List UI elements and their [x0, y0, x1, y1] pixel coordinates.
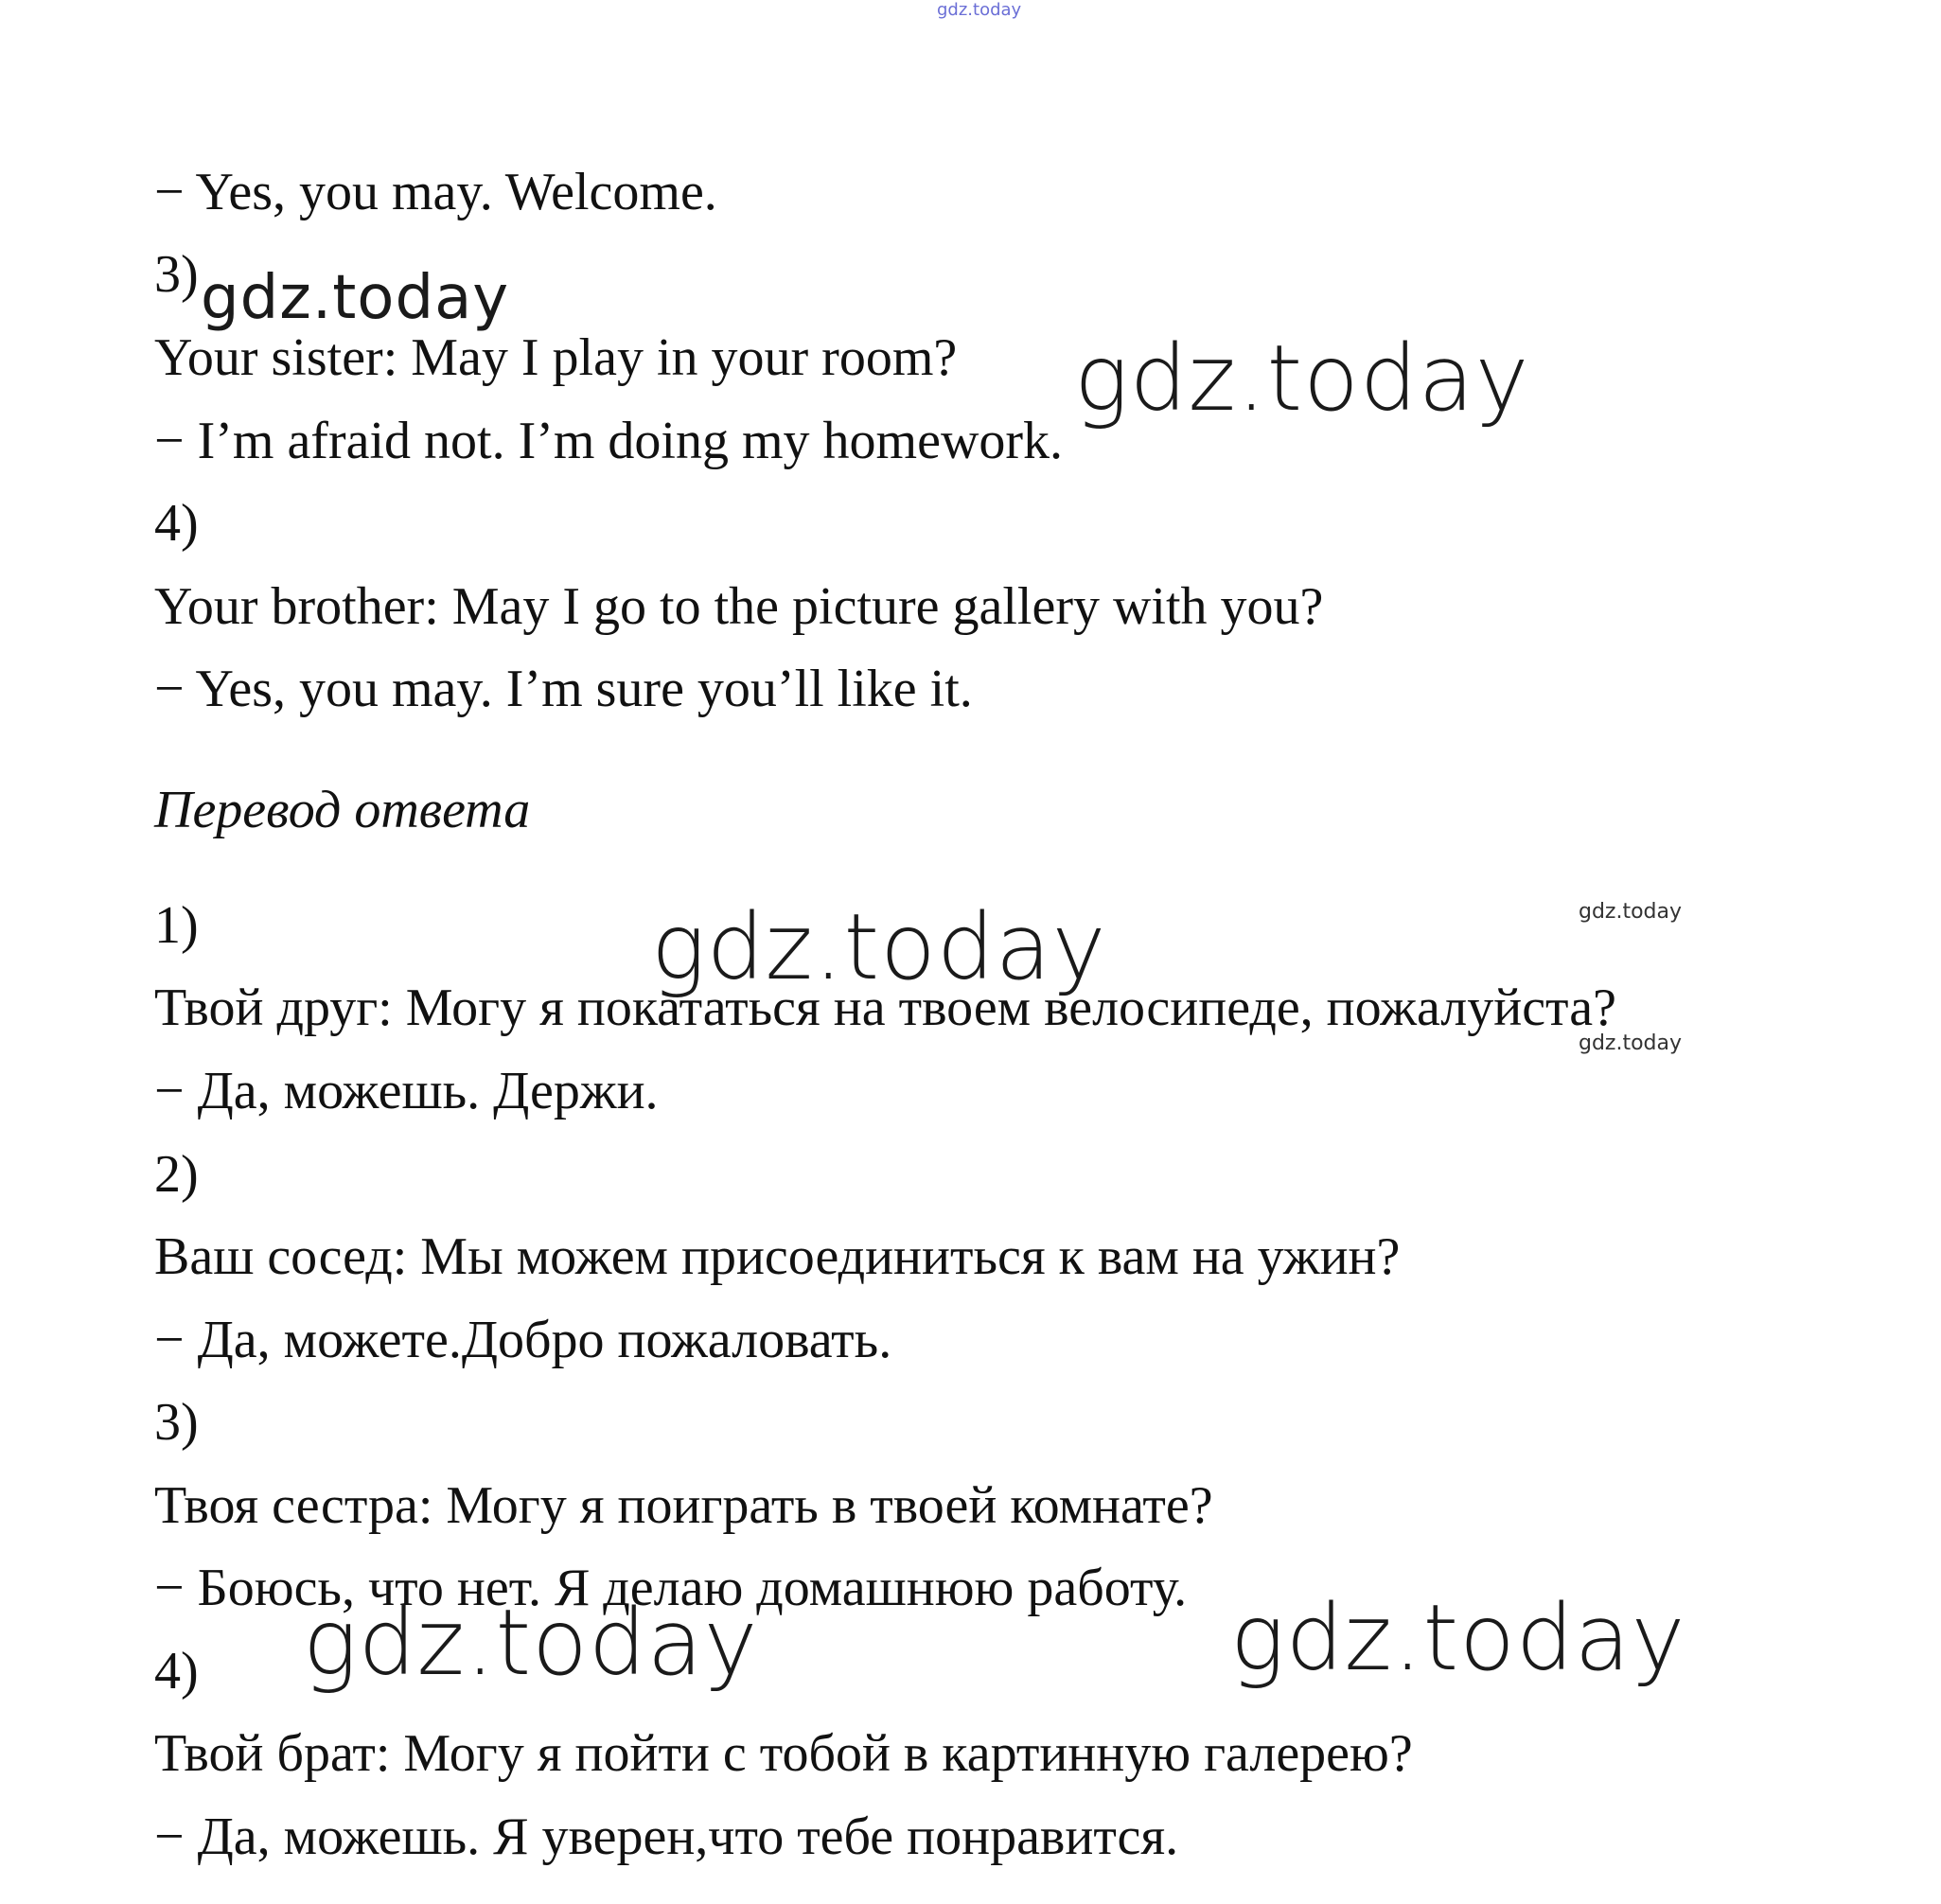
russian-item-4-number: 4) [154, 1642, 199, 1701]
russian-item-1-number: 1) [154, 896, 199, 955]
russian-line-6: − Да, можете.Добро пожаловать. [154, 1311, 892, 1369]
russian-line-3: − Да, можешь. Держи. [154, 1062, 659, 1120]
english-item-4-number: 4) [154, 494, 199, 553]
watermark-right-1: gdz.today [1074, 326, 1530, 432]
watermark-small-2: gdz.today [1579, 1031, 1683, 1055]
russian-item-3-number: 3) [154, 1393, 199, 1452]
watermark-bottom-right: gdz.today [1230, 1585, 1686, 1691]
russian-line-11: Твой брат: Могу я пойти с тобой в картинную галерею? [154, 1724, 1413, 1783]
russian-line-5: Ваш сосед: Мы можем присоединиться к вам на ужин? [154, 1227, 1401, 1286]
english-line-4: − I’m afraid not. I’m doing my homework. [154, 412, 1064, 470]
english-line-7: − Yes, you may. I’m sure you’ll like it. [154, 660, 973, 718]
english-item-3-number: 3) [154, 245, 199, 304]
watermark-small-1: gdz.today [1579, 900, 1683, 924]
english-line-1: − Yes, you may. Welcome. [154, 163, 717, 221]
watermark-top: gdz.today [937, 0, 1022, 20]
translation-heading: Перевод ответа [154, 781, 531, 839]
watermark-center: gdz.today [651, 894, 1107, 1000]
english-line-6: Your brother: May I go to the picture gallery with you? [154, 577, 1324, 636]
english-line-3: Your sister: May I play in your room? [154, 328, 958, 387]
russian-line-9: − Боюсь, что нет. Я делаю домашнюю работу. [154, 1559, 1188, 1617]
russian-line-2: Твой друг: Могу я покататься на твоем велосипеде, пожалуйста? [154, 978, 1616, 1037]
russian-line-12: − Да, можешь. Я уверен,что тебе понравится. [154, 1807, 1179, 1866]
watermark-item3: gdz.today [201, 263, 510, 333]
russian-line-8: Твоя сестра: Могу я поиграть в твоей комнате? [154, 1476, 1213, 1535]
watermark-bottom-left: gdz.today [303, 1590, 759, 1696]
russian-item-2-number: 2) [154, 1145, 199, 1204]
